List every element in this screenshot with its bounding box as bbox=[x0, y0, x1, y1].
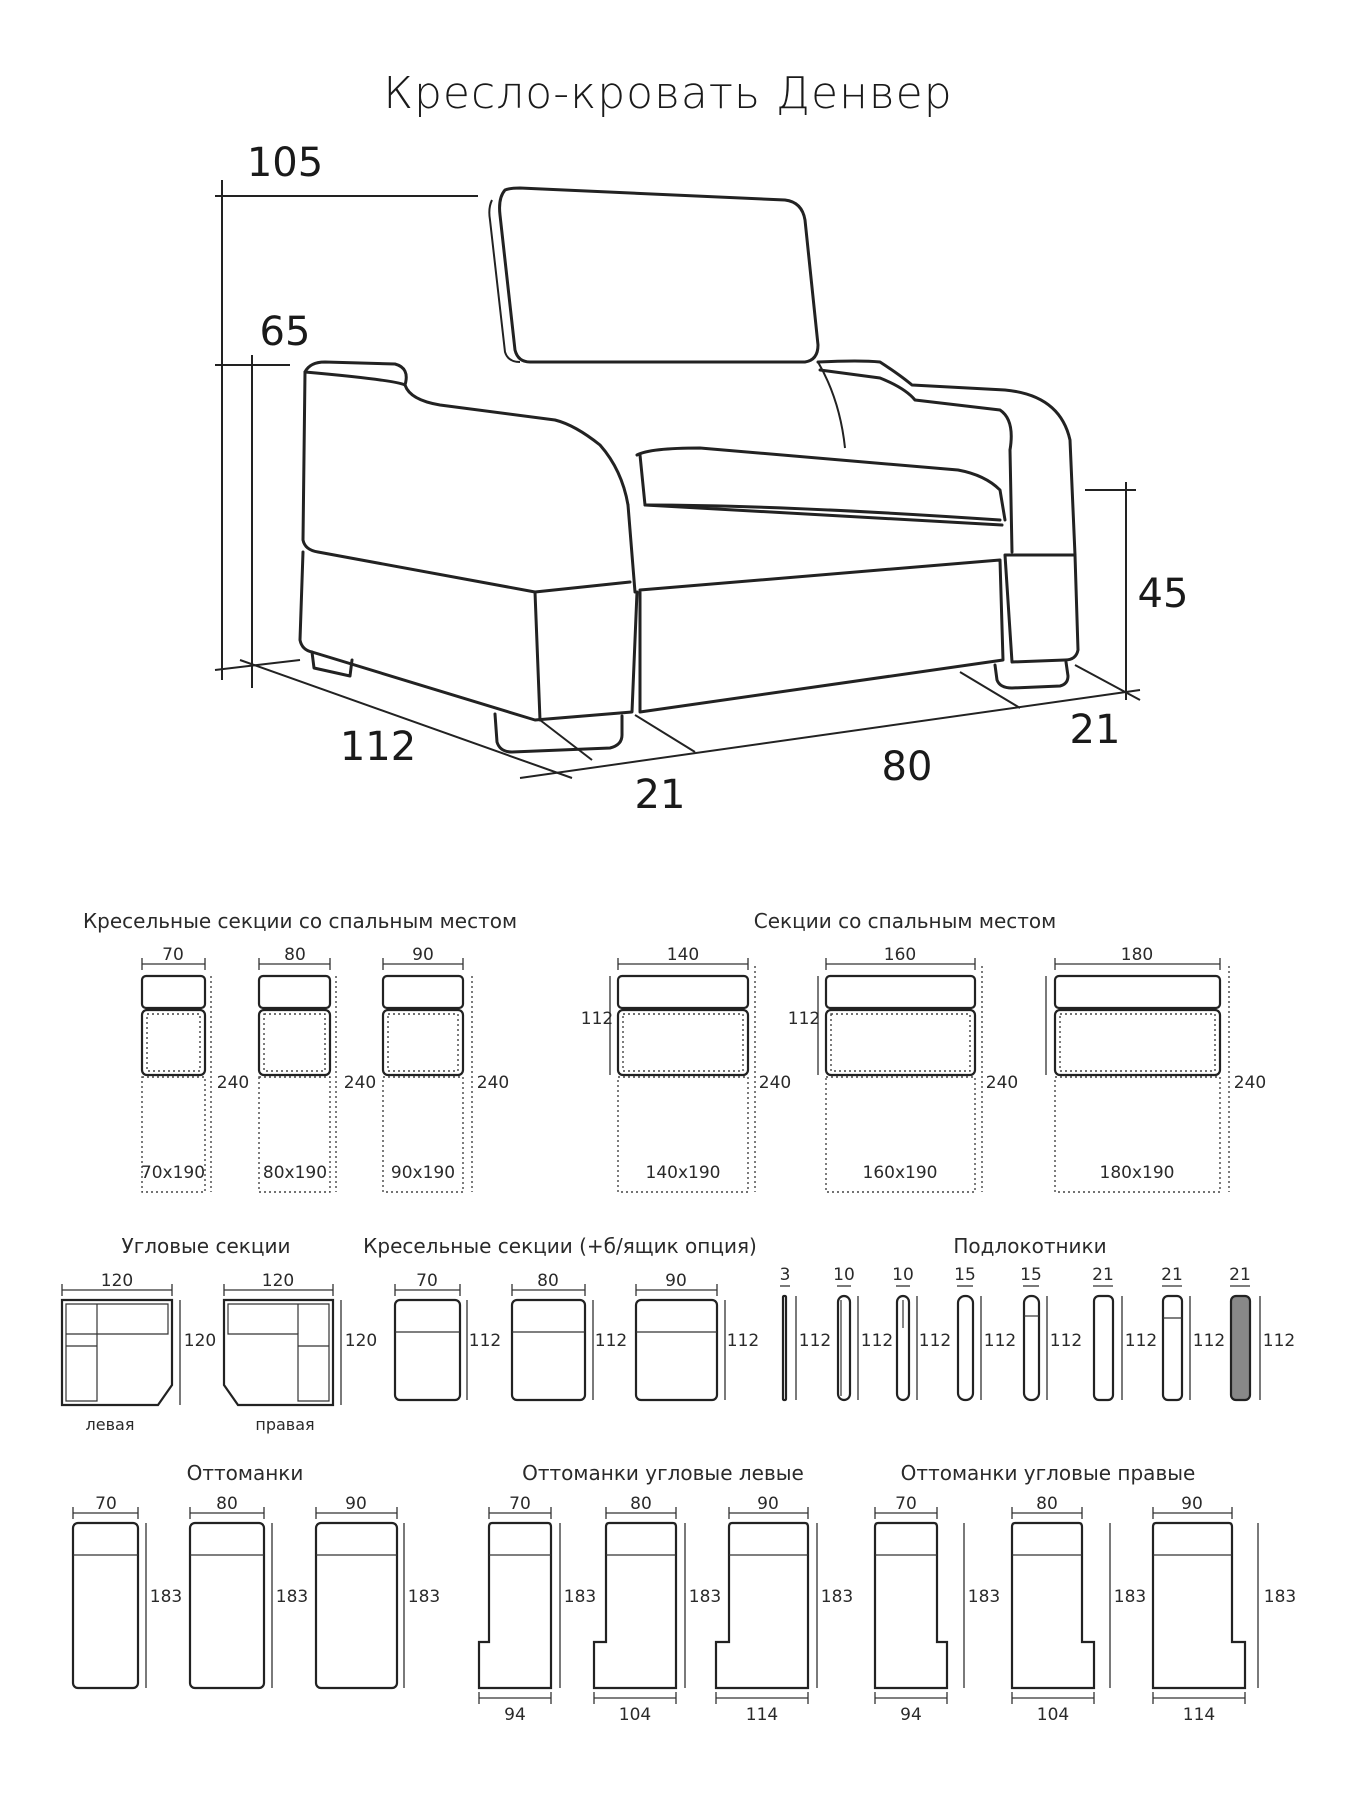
berth-size: 70x190 bbox=[140, 1163, 206, 1183]
section-title-sleep: Секции со спальным местом bbox=[753, 909, 1057, 933]
dim-armrest-left: 21 bbox=[634, 772, 686, 818]
armrest-6 bbox=[1092, 1265, 1157, 1400]
dim-width: 70 bbox=[509, 1494, 531, 1514]
berth-size: 80x190 bbox=[262, 1163, 328, 1183]
dim-armrest-right: 21 bbox=[1069, 707, 1121, 753]
dim-width: 80 bbox=[284, 945, 306, 965]
dim-depth: 112 bbox=[787, 1009, 821, 1029]
section-title-armchair-sleep: Кресельные секции со спальным местом bbox=[82, 909, 518, 933]
dim-depth: 112 bbox=[580, 1009, 614, 1029]
ottoman-left-1 bbox=[479, 1494, 596, 1725]
dim-length: 183 bbox=[1263, 1587, 1297, 1607]
armchair-box-section-1 bbox=[395, 1271, 501, 1400]
dim-length: 183 bbox=[149, 1587, 183, 1607]
section-title-armrests: Подлокотники bbox=[953, 1234, 1107, 1258]
dim-depth: 112 bbox=[918, 1331, 952, 1351]
dim-width: 21 bbox=[1092, 1265, 1114, 1285]
dim-length: 183 bbox=[563, 1587, 597, 1607]
armrest-2 bbox=[833, 1265, 893, 1400]
dim-width: 70 bbox=[95, 1494, 117, 1514]
dim-length: 240 bbox=[343, 1073, 377, 1093]
dim-depth: 120 bbox=[183, 1331, 217, 1351]
berth-size: 160x190 bbox=[862, 1163, 938, 1183]
section-title-ottomans-left: Оттоманки угловые левые bbox=[522, 1461, 804, 1485]
ottoman-right-3 bbox=[1153, 1494, 1296, 1725]
armchair-box-section-3 bbox=[636, 1271, 759, 1400]
dim-seat-width: 80 bbox=[881, 744, 933, 790]
dim-bottom: 114 bbox=[745, 1705, 779, 1725]
sleep-section-1 bbox=[581, 945, 791, 1192]
dim-length: 183 bbox=[688, 1587, 722, 1607]
ottoman-2 bbox=[190, 1494, 308, 1688]
dim-width: 90 bbox=[665, 1271, 687, 1291]
dim-length: 183 bbox=[275, 1587, 309, 1607]
section-title-ottomans: Оттоманки bbox=[186, 1461, 304, 1485]
dim-width: 70 bbox=[416, 1271, 438, 1291]
armchair-sleep-section-1 bbox=[141, 945, 249, 1192]
dim-bottom: 94 bbox=[900, 1705, 922, 1725]
dim-width: 120 bbox=[100, 1271, 134, 1291]
dim-depth: 112 bbox=[594, 1331, 628, 1351]
dim-bottom: 114 bbox=[1182, 1705, 1216, 1725]
armrest-1 bbox=[780, 1265, 832, 1400]
dim-bottom: 104 bbox=[618, 1705, 652, 1725]
section-title-corner: Угловые секции bbox=[121, 1234, 291, 1258]
dim-length: 240 bbox=[216, 1073, 250, 1093]
dim-width: 90 bbox=[1181, 1494, 1203, 1514]
dim-depth: 112 bbox=[1262, 1331, 1296, 1351]
page-title: Кресло-кровать Денвер bbox=[383, 68, 953, 119]
dim-width: 80 bbox=[216, 1494, 238, 1514]
dim-depth: 112 bbox=[1049, 1331, 1083, 1351]
dim-bottom: 94 bbox=[504, 1705, 526, 1725]
armrest-5 bbox=[1020, 1265, 1082, 1400]
armchair-box-section-2 bbox=[512, 1271, 627, 1400]
dim-depth: 112 bbox=[860, 1331, 894, 1351]
dim-arm-height: 65 bbox=[259, 309, 311, 355]
dim-width: 15 bbox=[954, 1265, 976, 1285]
dim-depth: 112 bbox=[339, 724, 417, 770]
dim-width: 3 bbox=[779, 1265, 791, 1285]
corner-section-right bbox=[224, 1271, 377, 1434]
armchair-sleep-section-2 bbox=[259, 945, 376, 1192]
corner-label-right: правая bbox=[255, 1415, 315, 1434]
dim-depth: 112 bbox=[983, 1331, 1017, 1351]
dim-width: 140 bbox=[666, 945, 700, 965]
dim-length: 183 bbox=[407, 1587, 441, 1607]
dim-width: 10 bbox=[892, 1265, 914, 1285]
dim-depth: 112 bbox=[726, 1331, 760, 1351]
dim-width: 180 bbox=[1120, 945, 1154, 965]
armchair-illustration bbox=[300, 188, 1078, 752]
dim-length: 183 bbox=[1113, 1587, 1147, 1607]
dim-width: 70 bbox=[162, 945, 184, 965]
ottoman-1 bbox=[73, 1494, 182, 1688]
dim-width: 80 bbox=[1036, 1494, 1058, 1514]
berth-size: 180x190 bbox=[1099, 1163, 1175, 1183]
corner-label-left: левая bbox=[85, 1415, 135, 1434]
sleep-section-2 bbox=[788, 945, 1018, 1192]
dim-width: 90 bbox=[412, 945, 434, 965]
dim-length: 183 bbox=[820, 1587, 854, 1607]
dim-width: 80 bbox=[537, 1271, 559, 1291]
dim-width: 21 bbox=[1229, 1265, 1251, 1285]
dim-width: 120 bbox=[261, 1271, 295, 1291]
dim-depth: 112 bbox=[1124, 1331, 1158, 1351]
dim-length: 240 bbox=[1233, 1073, 1267, 1093]
dim-length: 240 bbox=[985, 1073, 1019, 1093]
section-title-armchair-box: Кресельные секции (+б/ящик опция) bbox=[363, 1234, 757, 1258]
dim-width: 10 bbox=[833, 1265, 855, 1285]
ottoman-left-2 bbox=[594, 1494, 721, 1725]
dim-seat-height: 45 bbox=[1137, 571, 1189, 617]
berth-size: 90x190 bbox=[390, 1163, 456, 1183]
ottoman-right-2 bbox=[1012, 1494, 1146, 1725]
dim-width: 21 bbox=[1161, 1265, 1183, 1285]
dim-length: 240 bbox=[758, 1073, 792, 1093]
dim-total-height: 105 bbox=[246, 140, 324, 186]
sleep-section-3 bbox=[1046, 945, 1266, 1192]
dim-width: 160 bbox=[883, 945, 917, 965]
dim-bottom: 104 bbox=[1036, 1705, 1070, 1725]
dim-depth: 120 bbox=[344, 1331, 378, 1351]
dim-depth: 112 bbox=[468, 1331, 502, 1351]
dim-length: 183 bbox=[967, 1587, 1001, 1607]
armrest-3 bbox=[892, 1265, 951, 1400]
armrest-8 bbox=[1229, 1265, 1295, 1400]
berth-size: 140x190 bbox=[645, 1163, 721, 1183]
dim-width: 15 bbox=[1020, 1265, 1042, 1285]
dim-width: 90 bbox=[345, 1494, 367, 1514]
section-title-ottomans-right: Оттоманки угловые правые bbox=[900, 1461, 1196, 1485]
main-dimension-lines bbox=[215, 180, 1140, 778]
ottoman-right-1 bbox=[875, 1494, 1000, 1725]
dim-width: 80 bbox=[630, 1494, 652, 1514]
dim-width: 70 bbox=[895, 1494, 917, 1514]
dim-depth: 112 bbox=[1192, 1331, 1226, 1351]
armrest-7 bbox=[1161, 1265, 1225, 1400]
dim-width: 90 bbox=[757, 1494, 779, 1514]
corner-section-left bbox=[62, 1271, 216, 1434]
armchair-sleep-section-3 bbox=[383, 945, 509, 1192]
dim-depth: 112 bbox=[798, 1331, 832, 1351]
dim-length: 240 bbox=[476, 1073, 510, 1093]
ottoman-left-3 bbox=[716, 1494, 853, 1725]
armrest-4 bbox=[954, 1265, 1016, 1400]
ottoman-3 bbox=[316, 1494, 440, 1688]
